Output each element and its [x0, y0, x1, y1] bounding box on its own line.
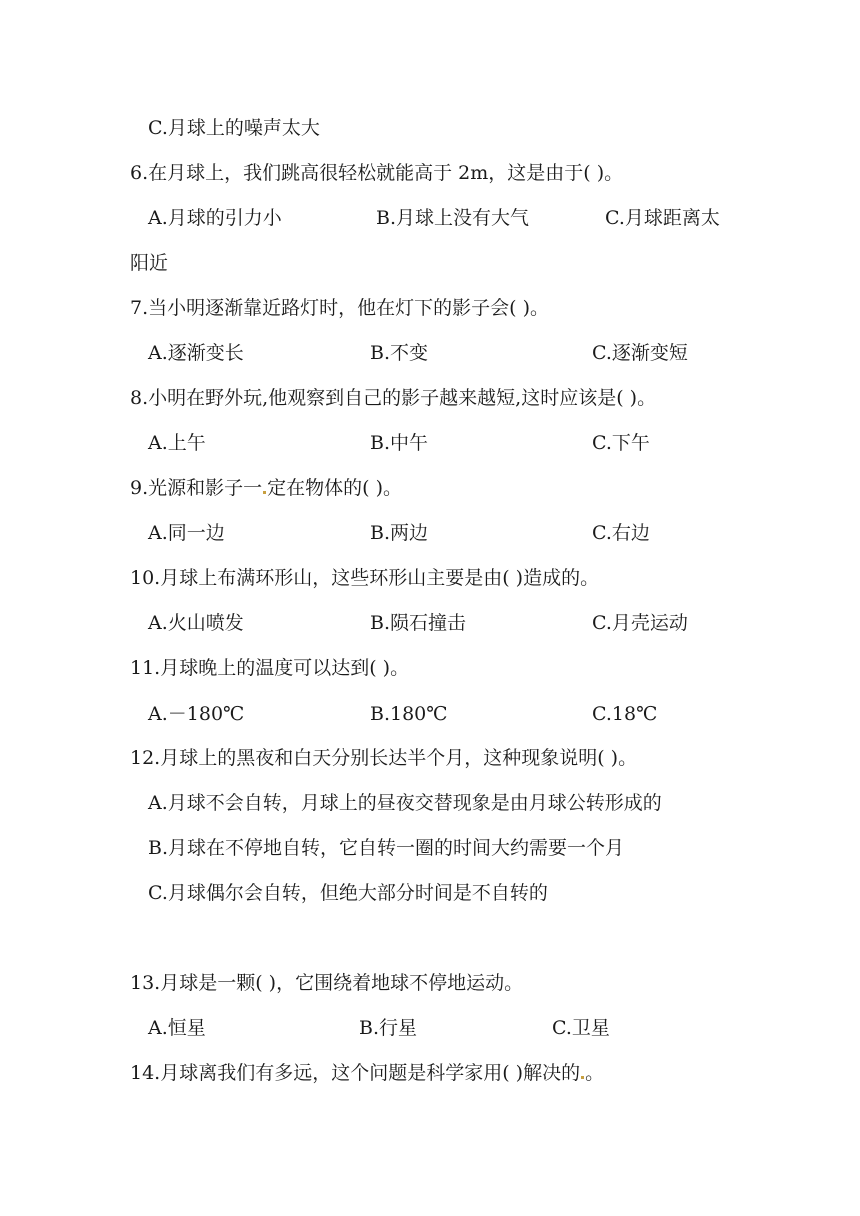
q11-option-b: B.180℃ [370, 703, 448, 725]
q9-question-part1: 9.光源和影子一 [130, 477, 263, 499]
q5-option-c: C.月球上的噪声太大 [148, 117, 320, 139]
q10-option-c: C.月壳运动 [592, 612, 688, 634]
q14-question-end: 。 [585, 1062, 605, 1084]
q8-option-c: C.下午 [592, 432, 650, 454]
q10-option-b: B.陨石撞击 [370, 612, 467, 634]
q6-question: 6.在月球上，我们跳高很轻松就能高于 2m，这是由于( )。 [130, 162, 624, 184]
q9-question [130, 476, 402, 500]
q7-option-a: A.逐渐变长 [148, 342, 244, 364]
q8-option-a: A.上午 [148, 432, 206, 454]
q9-option-c: C.右边 [592, 522, 650, 544]
q7-question: 7.当小明逐渐靠近路灯时，他在灯下的影子会( )。 [130, 297, 549, 319]
q6-option-b: B.月球上没有大气 [376, 207, 530, 229]
q11-question: 11.月球晚上的温度可以达到( )。 [130, 657, 410, 679]
q8-option-b: B.中午 [370, 432, 429, 454]
q9-option-b: B.两边 [370, 522, 429, 544]
q14-question [130, 1061, 604, 1085]
q6-option-c: C.月球距离太 [605, 207, 720, 229]
q9-question-part2: 定在物体的( )。 [267, 477, 403, 499]
mark-dot-icon [581, 1076, 584, 1079]
q14-question-text: 14.月球离我们有多远，这个问题是科学家用( )解决的 [130, 1062, 581, 1084]
q10-option-a: A.火山喷发 [148, 612, 244, 634]
q7-option-c: C.逐渐变短 [592, 342, 688, 364]
mark-dot-icon [263, 491, 266, 494]
q12-option-c: C.月球偶尔会自转，但绝大部分时间是不自转的 [148, 882, 548, 904]
q12-question: 12.月球上的黑夜和白天分别长达半个月，这种现象说明( )。 [130, 747, 638, 769]
q8-question: 8.小明在野外玩,他观察到自己的影子越来越短,这时应该是( )。 [130, 387, 657, 409]
q13-question: 13.月球是一颗( )，它围绕着地球不停地运动。 [130, 972, 524, 994]
q10-question: 10.月球上布满环形山，这些环形山主要是由( )造成的。 [130, 567, 600, 589]
q12-option-a: A.月球不会自转，月球上的昼夜交替现象是由月球公转形成的 [148, 792, 662, 814]
q11-option-a: A.－180℃ [148, 703, 245, 725]
q7-option-b: B.不变 [370, 342, 429, 364]
q9-option-a: A.同一边 [148, 522, 225, 544]
q6-option-c-continued: 阳近 [130, 252, 169, 274]
q6-option-a: A.月球的引力小 [148, 207, 282, 229]
q12-option-b: B.月球在不停地自转，它自转一圈的时间大约需要一个月 [148, 837, 625, 859]
q13-option-c: C.卫星 [552, 1017, 610, 1039]
q13-option-a: A.恒星 [148, 1017, 206, 1039]
q13-option-b: B.行星 [359, 1017, 418, 1039]
q11-option-c: C.18℃ [592, 703, 658, 725]
